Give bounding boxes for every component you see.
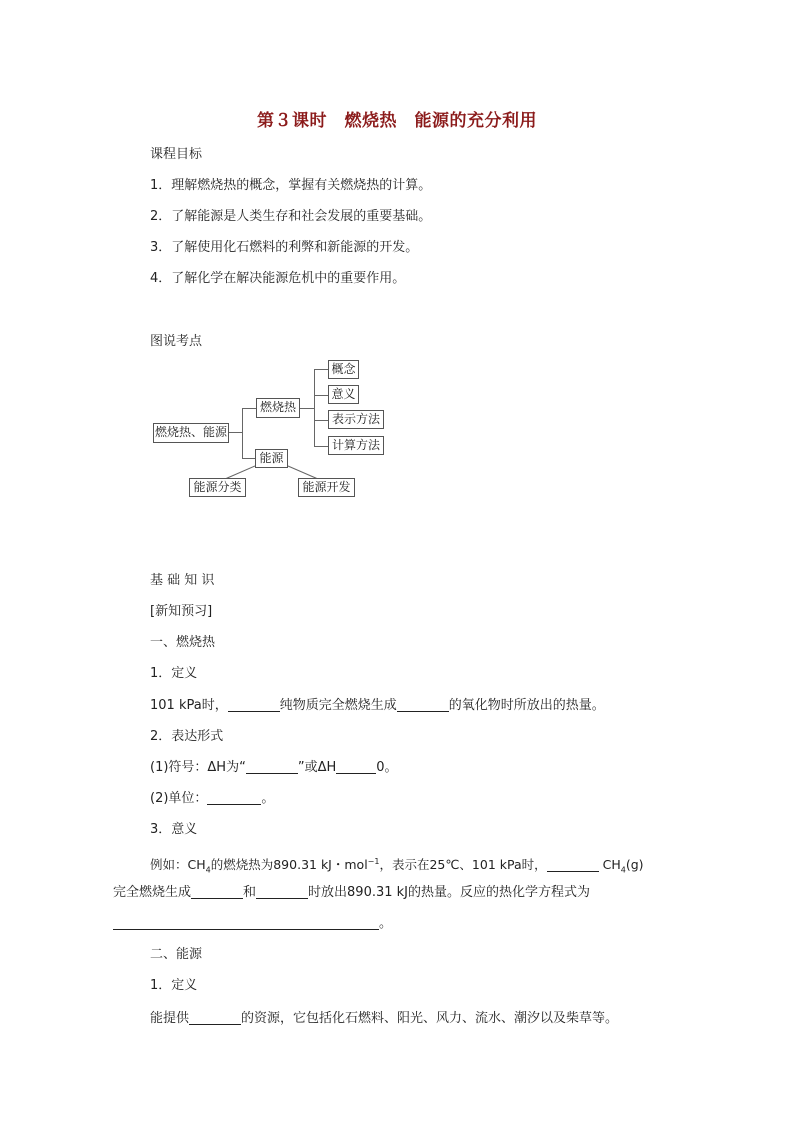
diagram-calc-box: 计算方法: [328, 436, 384, 455]
subsection-heading: 2．表达形式: [150, 729, 224, 744]
text: (g): [625, 857, 644, 873]
text: 的资源，它包括化石燃料、阳光、风力、流水、潮汐以及柴草等。: [241, 1011, 619, 1026]
text: 的氧化物时所放出的热量。: [448, 698, 605, 713]
answer-blank[interactable]: [207, 790, 261, 805]
definition-line: [150, 697, 605, 715]
goal-item: 2．了解能源是人类生存和社会发展的重要基础。: [150, 209, 432, 224]
goal-item: 1．理解燃烧热的概念，掌握有关燃烧热的计算。: [150, 178, 432, 193]
answer-blank[interactable]: [191, 884, 243, 899]
goals-heading: 课程目标: [150, 147, 203, 162]
text: 例如：CH: [150, 857, 206, 873]
text: (2)单位：: [150, 791, 208, 806]
answer-blank[interactable]: [113, 915, 379, 930]
page-title: 第３课时 燃烧热 能源的充分利用: [257, 111, 537, 131]
text: 完全燃烧生成: [113, 885, 192, 900]
text: 101 kPa时，: [150, 698, 228, 713]
example-line-2: [113, 884, 590, 902]
energy-definition-line: [150, 1010, 618, 1028]
section-heading: 二、能源: [150, 947, 203, 962]
answer-blank[interactable]: [246, 759, 298, 774]
example-line: [150, 853, 644, 880]
subscript: 4: [205, 865, 211, 875]
answer-blank[interactable]: [397, 697, 449, 712]
answer-blank[interactable]: [228, 697, 280, 712]
superscript: −1: [367, 857, 380, 866]
diagram-energy-box: 能源: [255, 449, 288, 468]
text: (1)符号：ΔH为“: [150, 760, 246, 775]
goal-item: 4．了解化学在解决能源危机中的重要作用。: [150, 271, 406, 286]
diagram-meaning-box: 意义: [328, 385, 359, 404]
text: CH: [598, 857, 621, 873]
text: ，表示在25℃、101 kPa时，: [379, 857, 547, 873]
connector-diagonals: [0, 0, 794, 520]
text: 时放出890.31 kJ的热量。反应的热化学方程式为: [308, 885, 591, 900]
subsection-heading: 3．意义: [150, 822, 198, 837]
equation-line: [113, 915, 392, 933]
diagram-energy-dev-box: 能源开发: [298, 478, 355, 497]
diagram-combustion-box: 燃烧热: [256, 398, 300, 418]
subsection-heading: 1．定义: [150, 666, 198, 681]
answer-blank[interactable]: [189, 1010, 241, 1025]
text: ”或ΔH: [297, 760, 337, 775]
subscript: 4: [620, 865, 626, 875]
diagram-concept-box: 概念: [328, 360, 359, 379]
answer-blank[interactable]: [256, 884, 308, 899]
diagram-heading: 图说考点: [150, 334, 203, 349]
subsection-heading: 1．定义: [150, 978, 198, 993]
text: 和: [243, 885, 257, 900]
symbol-line: [150, 759, 398, 777]
preview-tag: [新知预习]: [150, 604, 213, 619]
text: 能提供: [150, 1011, 190, 1026]
section-heading: 一、燃烧热: [150, 635, 216, 650]
text: 。: [261, 791, 275, 806]
diagram-notation-box: 表示方法: [328, 410, 384, 429]
diagram-energy-class-box: 能源分类: [189, 478, 246, 497]
text: 纯物质完全燃烧生成: [279, 698, 397, 713]
text: 。: [379, 916, 393, 931]
goal-item: 3．了解使用化石燃料的利弊和新能源的开发。: [150, 240, 419, 255]
answer-blank[interactable]: [336, 759, 376, 774]
text: 0。: [376, 760, 398, 775]
unit-line: [150, 790, 274, 808]
answer-blank[interactable]: [547, 857, 599, 872]
text: 的燃烧热为890.31 kJ・mol: [210, 857, 368, 873]
basics-heading: 基 础 知 识: [150, 573, 215, 588]
diagram-root-box: 燃烧热、能源: [153, 423, 229, 443]
